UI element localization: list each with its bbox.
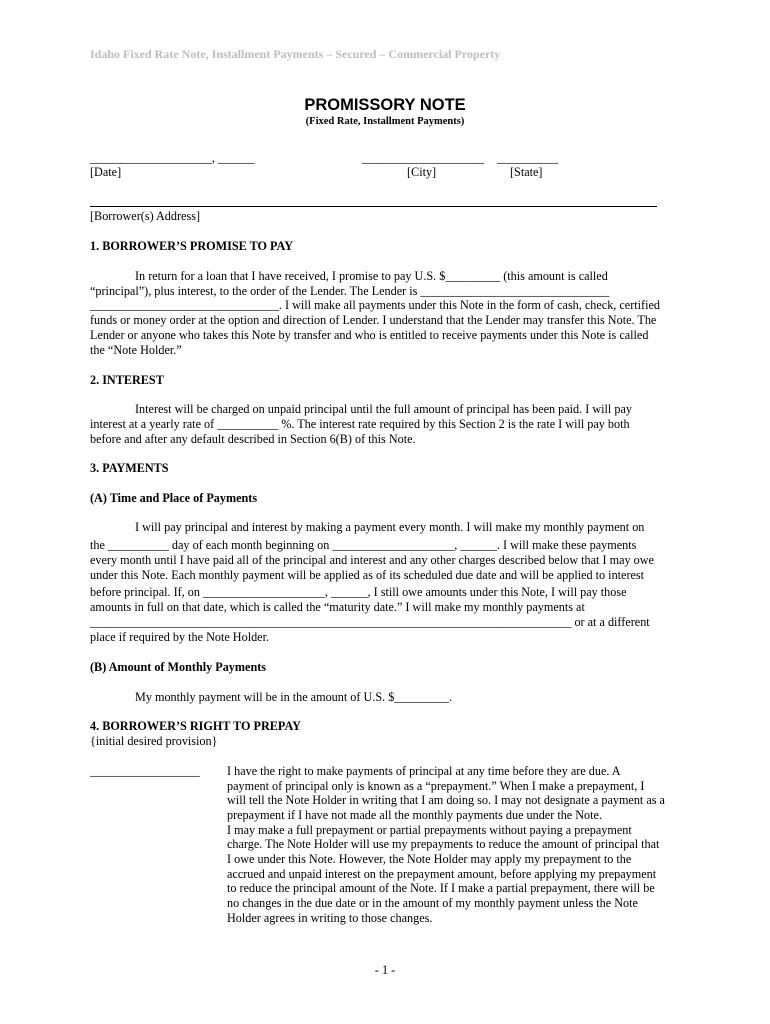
- section-1-line-3: _______________________________. I will make all payments under this Note in the form of cash, check, certified: [90, 298, 660, 312]
- section-4-note: {initial desired provision}: [90, 734, 218, 748]
- document-title: PROMISSORY NOTE: [304, 96, 466, 114]
- section-3a-line-2: the __________ day of each month beginning on ____________________, ______. I will make these payments: [90, 538, 637, 552]
- city-label: [City]: [407, 165, 437, 179]
- section-3a-line-4: under this Note. Each monthly payment will be applied as of its scheduled due date and will be applied to interest: [90, 568, 645, 582]
- section-2-heading: 2. INTEREST: [90, 373, 164, 387]
- section-4-line-7: I owe under this Note. However, the Note Holder may apply my prepayment to the: [227, 852, 632, 866]
- section-1-line-1: In return for a loan that I have received, I promise to pay U.S. $_________ (this amount is called: [135, 269, 608, 283]
- section-3a-line-1: I will pay principal and interest by making a payment every month. I will make my monthly payment on: [135, 520, 645, 534]
- date-blank[interactable]: ____________________, ______: [90, 151, 255, 165]
- address-label: [Borrower(s) Address]: [90, 209, 200, 223]
- section-4-line-8: accrued and unpaid interest on the prepayment amount, before applying my prepayment: [227, 867, 657, 881]
- section-4-line-9: to reduce the principal amount of the Note. If I make a partial prepayment, there will be: [227, 881, 655, 895]
- section-1-line-5: Lender or anyone who takes this Note by transfer and who is entitled to receive payments under this Note is called: [90, 328, 649, 342]
- section-1-line-6: the “Note Holder.”: [90, 343, 182, 357]
- prepay-initial-blank[interactable]: __________________: [90, 764, 200, 778]
- section-1-line-4: funds or money order at the option and direction of Lender. I understand that the Lender may transfer this Note. The: [90, 313, 657, 327]
- document-subtitle: (Fixed Rate, Installment Payments): [305, 116, 465, 127]
- section-4-line-10: no changes in the due date or in the amount of my monthly payment unless the Note: [227, 896, 638, 910]
- address-blank-line[interactable]: [90, 206, 657, 207]
- section-3-heading: 3. PAYMENTS: [90, 461, 169, 475]
- section-2-line-3: before and after any default described in Section 6(B) of this Note.: [90, 432, 416, 446]
- section-4-line-3: will tell the Note Holder in writing that I am doing so. I may not designate a payment as a: [227, 793, 665, 807]
- section-4-line-1: I have the right to make payments of principal at any time before they are due. A: [227, 764, 621, 778]
- section-2-line-2: interest at a yearly rate of __________ %. The interest rate required by this Section 2 is the rate I will pay both: [90, 417, 630, 431]
- section-4-line-2: payment of principal only is known as a “prepayment.” When I make a prepayment, I: [227, 779, 645, 793]
- section-4-heading: 4. BORROWER’S RIGHT TO PREPAY: [90, 719, 301, 733]
- section-3a-line-7: _______________________________________________________________________________ or at a different: [90, 615, 650, 629]
- section-3b-heading: (B) Amount of Monthly Payments: [90, 660, 267, 674]
- document-header: Idaho Fixed Rate Note, Installment Payments – Secured – Commercial Property: [90, 47, 501, 61]
- page-number: - 1 -: [374, 963, 396, 977]
- section-2-line-1: Interest will be charged on unpaid principal until the full amount of principal has been paid. I will pay: [135, 402, 632, 416]
- section-3a-line-5: before principal. If, on ____________________, ______, I still owe amounts under this Note, I will pay those: [90, 585, 627, 599]
- city-blank[interactable]: ____________________: [362, 151, 484, 165]
- section-3a-line-8: place if required by the Note Holder.: [90, 630, 270, 644]
- date-label: [Date]: [90, 165, 122, 179]
- section-1-line-2: “principal”), plus interest, to the order of the Lender. The Lender is _______________________________: [90, 284, 610, 298]
- section-3b-line: My monthly payment will be in the amount of U.S. $_________.: [135, 690, 453, 704]
- section-3a-line-6: amounts in full on that date, which is called the “maturity date.” I will make my monthly payments at: [90, 600, 585, 614]
- section-3a-heading: (A) Time and Place of Payments: [90, 491, 258, 505]
- section-4-line-4: prepayment if I have not made all the monthly payments due under the Note.: [227, 808, 602, 822]
- state-label: [State]: [510, 165, 543, 179]
- section-4-line-6: charge. The Note Holder will use my prepayments to reduce the amount of principal that: [227, 837, 660, 851]
- state-blank[interactable]: __________: [497, 151, 558, 165]
- section-4-line-5: I may make a full prepayment or partial prepayments without paying a prepayment: [227, 823, 632, 837]
- section-3a-line-3: every month until I have paid all of the principal and interest and any other charges described below that I may owe: [90, 553, 654, 567]
- section-1-heading: 1. BORROWER’S PROMISE TO PAY: [90, 239, 294, 253]
- section-4-line-11: Holder agrees in writing to those changes.: [227, 911, 433, 925]
